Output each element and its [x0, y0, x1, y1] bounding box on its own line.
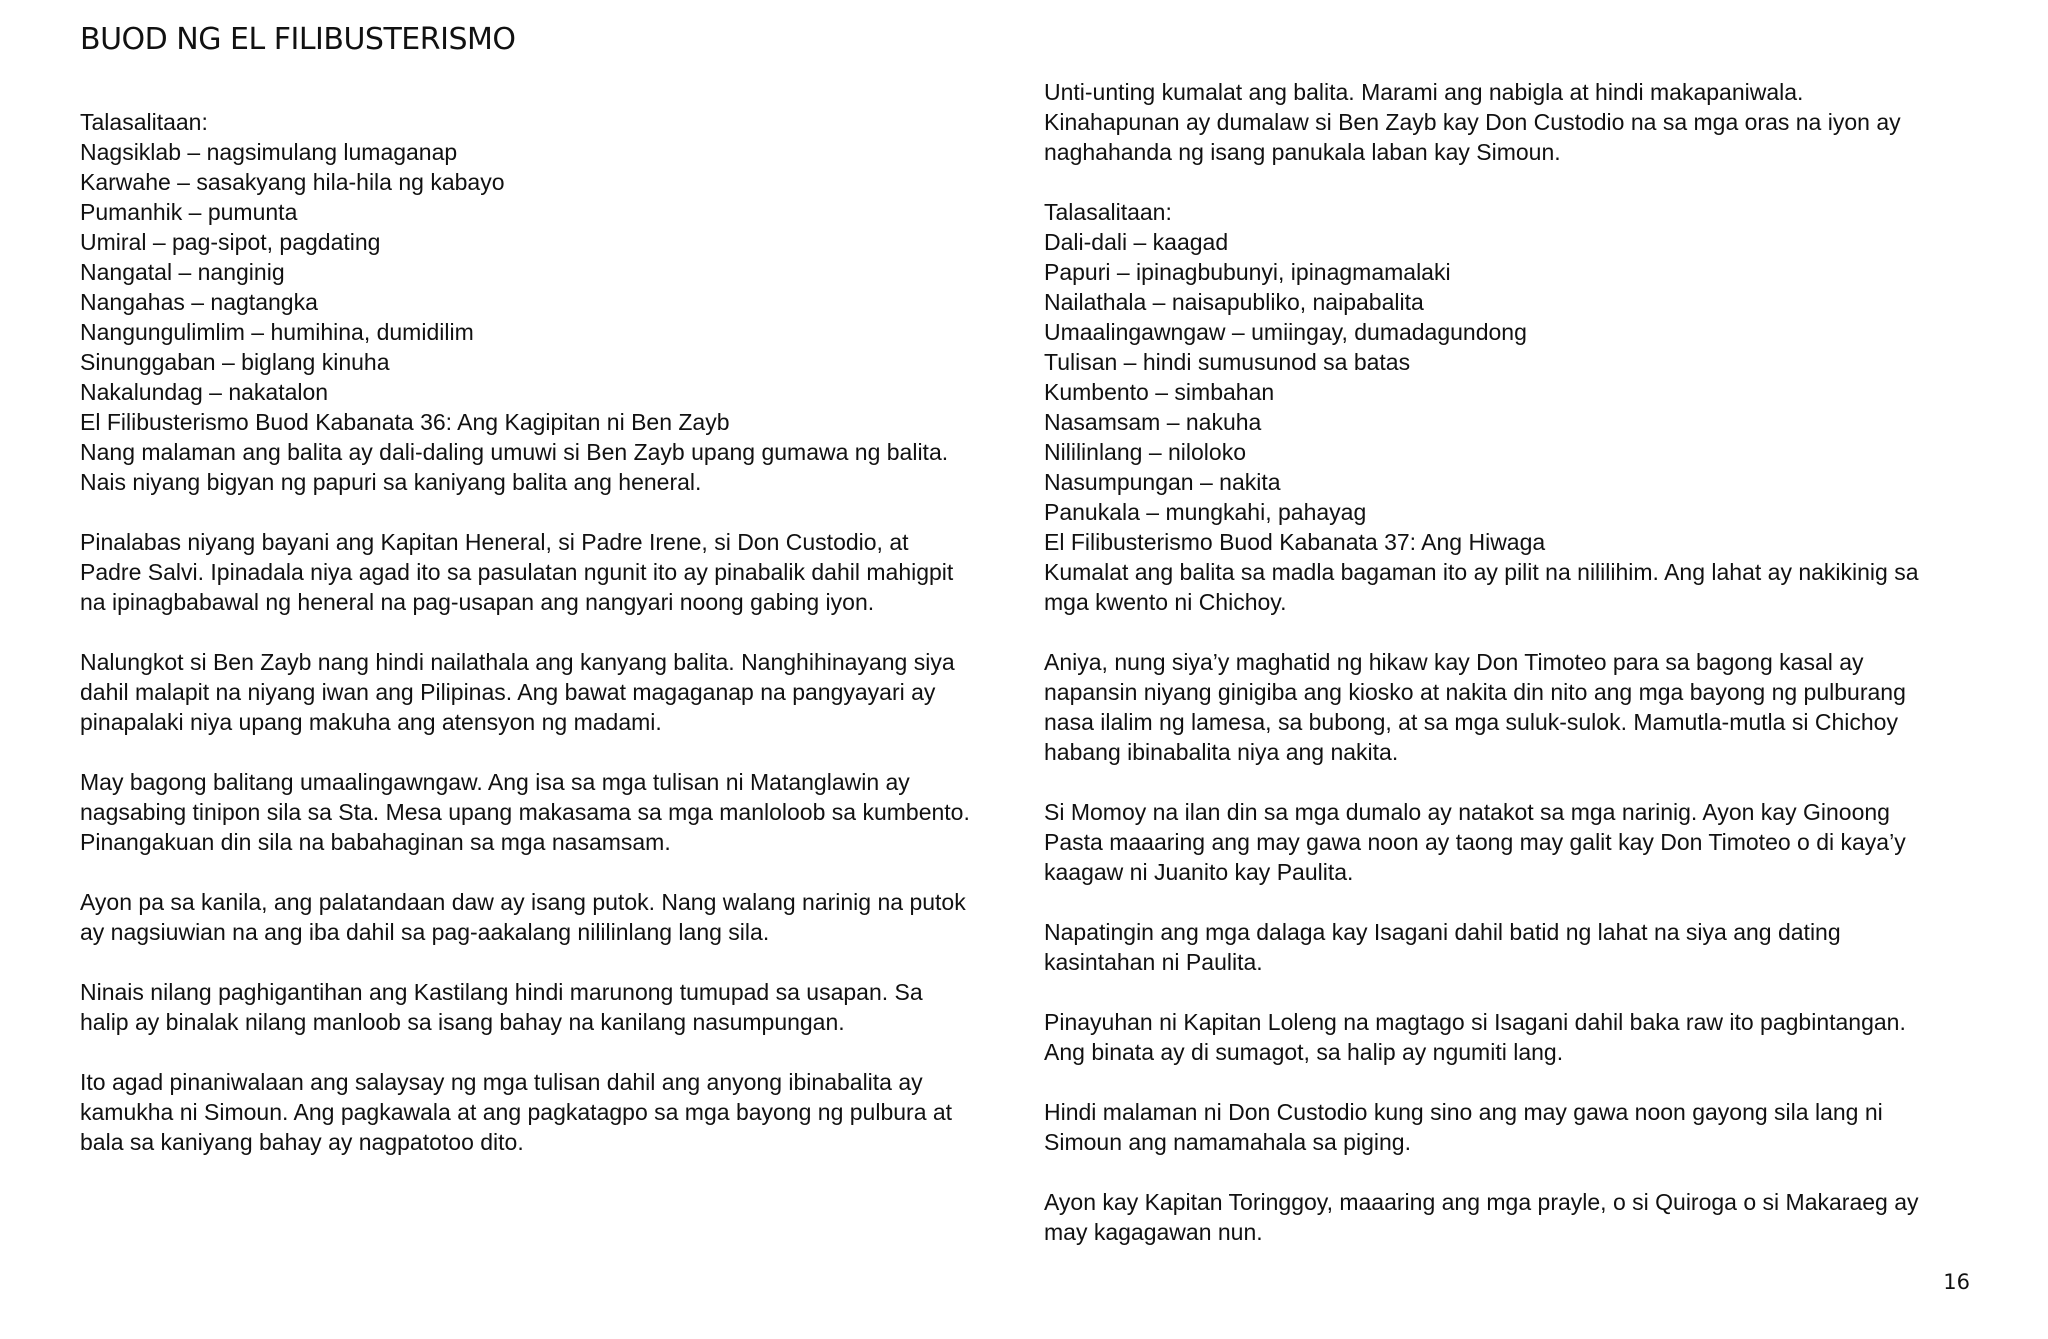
- paragraph-gap: [1044, 1067, 2004, 1097]
- text-line: Pinalabas niyang bayani ang Kapitan Heneral, si Padre Irene, si Don Custodio, at: [80, 529, 909, 555]
- text-line: Ayon kay Kapitan Toringgoy, maaaring ang mga prayle, o si Quiroga o si Makaraeg ay: [1044, 1189, 1919, 1215]
- text-line: kaagaw ni Juanito kay Paulita.: [1044, 859, 1354, 885]
- text-line: Kinahapunan ay dumalaw si Ben Zayb kay Don Custodio na sa mga oras na iyon ay: [1044, 109, 1901, 135]
- paragraph-gap: [1044, 767, 2004, 797]
- text-line: Pinangakuan din sila na babahaginan sa mga nasamsam.: [80, 829, 671, 855]
- text-line: Padre Salvi. Ipinadala niya agad ito sa pasulatan ngunit ito ay pinabalik dahil mahigpit: [80, 559, 954, 585]
- paragraph-gap: [80, 737, 1040, 767]
- text-line: Unti-unting kumalat ang balita. Marami ang nabigla at hindi makapaniwala.: [1044, 79, 1804, 105]
- text-line: napansin niyang ginigiba ang kiosko at nakita din nito ang mga bayong ng pulburang: [1044, 679, 1906, 705]
- text-line: Nililinlang – niloloko: [1044, 439, 1247, 465]
- text-line: El Filibusterismo Buod Kabanata 36: Ang Kagipitan ni Ben Zayb: [80, 409, 730, 435]
- text-line: na ipinagbabawal ng heneral na pag-usapan ang nangyari noong gabing iyon.: [80, 589, 875, 615]
- text-line: kasintahan ni Paulita.: [1044, 949, 1263, 975]
- text-line: Papuri – ipinagbubunyi, ipinagmamalaki: [1044, 259, 1451, 285]
- text-line: halip ay binalak nilang manloob sa isang bahay na kanilang nasumpungan.: [80, 1009, 845, 1035]
- paragraph-gap: [80, 497, 1040, 527]
- paragraph-gap: [1044, 617, 2004, 647]
- left-column: [80, 0, 1040, 1157]
- text-line: Ayon pa sa kanila, ang palatandaan daw ay isang putok. Nang walang narinig na putok: [80, 889, 966, 915]
- text-line: Nangungulimlim – humihina, dumidilim: [80, 319, 474, 345]
- text-line: dahil malapit na niyang iwan ang Pilipinas. Ang bawat magaganap na pangyayari ay: [80, 679, 936, 705]
- text-line: may kagagawan nun.: [1044, 1219, 1263, 1245]
- paragraph-gap: [80, 1037, 1040, 1067]
- text-line: May bagong balitang umaalingawngaw. Ang isa sa mga tulisan ni Matanglawin ay: [80, 769, 910, 795]
- text-line: Pinayuhan ni Kapitan Loleng na magtago si Isagani dahil baka raw ito pagbintangan.: [1044, 1009, 1906, 1035]
- text-line: Nagsiklab – nagsimulang lumaganap: [80, 139, 458, 165]
- text-line: bala sa kaniyang bahay ay nagpatotoo dito.: [80, 1129, 524, 1155]
- text-line: Tulisan – hindi sumusunod sa batas: [1044, 349, 1411, 375]
- paragraph-gap: [1044, 977, 2004, 1007]
- text-line: Umiral – pag-sipot, pagdating: [80, 229, 381, 255]
- text-line: Nasamsam – nakuha: [1044, 409, 1262, 435]
- text-line: Nangatal – nanginig: [80, 259, 285, 285]
- text-line: Ito agad pinaniwalaan ang salaysay ng mga tulisan dahil ang anyong ibinabalita ay: [80, 1069, 923, 1095]
- text-line: Kumbento – simbahan: [1044, 379, 1275, 405]
- right-column: [1044, 0, 2004, 1247]
- paragraph-gap: [80, 857, 1040, 887]
- page-title: BUOD NG EL FILIBUSTERISMO: [80, 22, 516, 57]
- text-line: Talasalitaan:: [1044, 199, 1172, 225]
- text-line: Napatingin ang mga dalaga kay Isagani dahil batid ng lahat na siya ang dating: [1044, 919, 1841, 945]
- text-line: Nasumpungan – nakita: [1044, 469, 1281, 495]
- text-line: Ang binata ay di sumagot, sa halip ay ngumiti lang.: [1044, 1039, 1564, 1065]
- text-line: Karwahe – sasakyang hila-hila ng kabayo: [80, 169, 505, 195]
- text-line: Nalungkot si Ben Zayb nang hindi nailathala ang kanyang balita. Nanghihinayang siya: [80, 649, 955, 675]
- text-line: Pumanhik – pumunta: [80, 199, 298, 225]
- text-line: Nangahas – nagtangka: [80, 289, 318, 315]
- text-line: Pasta maaaring ang may gawa noon ay taong may galit kay Don Timoteo o di kaya’y: [1044, 829, 1906, 855]
- text-line: pinapalaki niya upang makuha ang atensyon ng madami.: [80, 709, 662, 735]
- paragraph-gap: [80, 617, 1040, 647]
- text-line: Simoun ang namamahala sa piging.: [1044, 1129, 1411, 1155]
- text-line: Nang malaman ang balita ay dali-daling umuwi si Ben Zayb upang gumawa ng balita.: [80, 439, 949, 465]
- paragraph-gap: [1044, 887, 2004, 917]
- text-line: Si Momoy na ilan din sa mga dumalo ay natakot sa mga narinig. Ayon kay Ginoong: [1044, 799, 1890, 825]
- text-line: mga kwento ni Chichoy.: [1044, 589, 1287, 615]
- text-line: Talasalitaan:: [80, 109, 208, 135]
- text-line: habang ibinabalita niya ang nakita.: [1044, 739, 1399, 765]
- text-line: Aniya, nung siya’y maghatid ng hikaw kay Don Timoteo para sa bagong kasal ay: [1044, 649, 1864, 675]
- text-line: El Filibusterismo Buod Kabanata 37: Ang Hiwaga: [1044, 529, 1546, 555]
- text-line: naghahanda ng isang panukala laban kay Simoun.: [1044, 139, 1561, 165]
- text-line: Panukala – mungkahi, pahayag: [1044, 499, 1367, 525]
- text-line: Kumalat ang balita sa madla bagaman ito ay pilit na nililihim. Ang lahat ay nakikinig sa: [1044, 559, 1919, 585]
- text-line: Nailathala – naisapubliko, naipabalita: [1044, 289, 1424, 315]
- text-line: nagsabing tinipon sila sa Sta. Mesa upang makasama sa mga manloloob sa kumbento.: [80, 799, 970, 825]
- text-line: Nais niyang bigyan ng papuri sa kaniyang balita ang heneral.: [80, 469, 702, 495]
- text-line: Sinunggaban – biglang kinuha: [80, 349, 390, 375]
- text-line: ay nagsiuwian na ang iba dahil sa pag-aakalang nililinlang lang sila.: [80, 919, 770, 945]
- text-line: Hindi malaman ni Don Custodio kung sino ang may gawa noon gayong sila lang ni: [1044, 1099, 1883, 1125]
- text-line: Dali-dali – kaagad: [1044, 229, 1229, 255]
- page-number: 16: [1943, 1270, 1970, 1294]
- text-line: Umaalingawngaw – umiingay, dumadagundong: [1044, 319, 1527, 345]
- paragraph-gap: [80, 947, 1040, 977]
- paragraph-gap: [1044, 1157, 2004, 1187]
- text-line: nasa ilalim ng lamesa, sa bubong, at sa mga suluk-sulok. Mamutla-mutla si Chichoy: [1044, 709, 1898, 735]
- text-line: kamukha ni Simoun. Ang pagkawala at ang pagkatagpo sa mga bayong ng pulbura at: [80, 1099, 953, 1125]
- text-line: Nakalundag – nakatalon: [80, 379, 329, 405]
- text-line: Ninais nilang paghigantihan ang Kastilang hindi marunong tumupad sa usapan. Sa: [80, 979, 923, 1005]
- paragraph-gap: [1044, 167, 2004, 197]
